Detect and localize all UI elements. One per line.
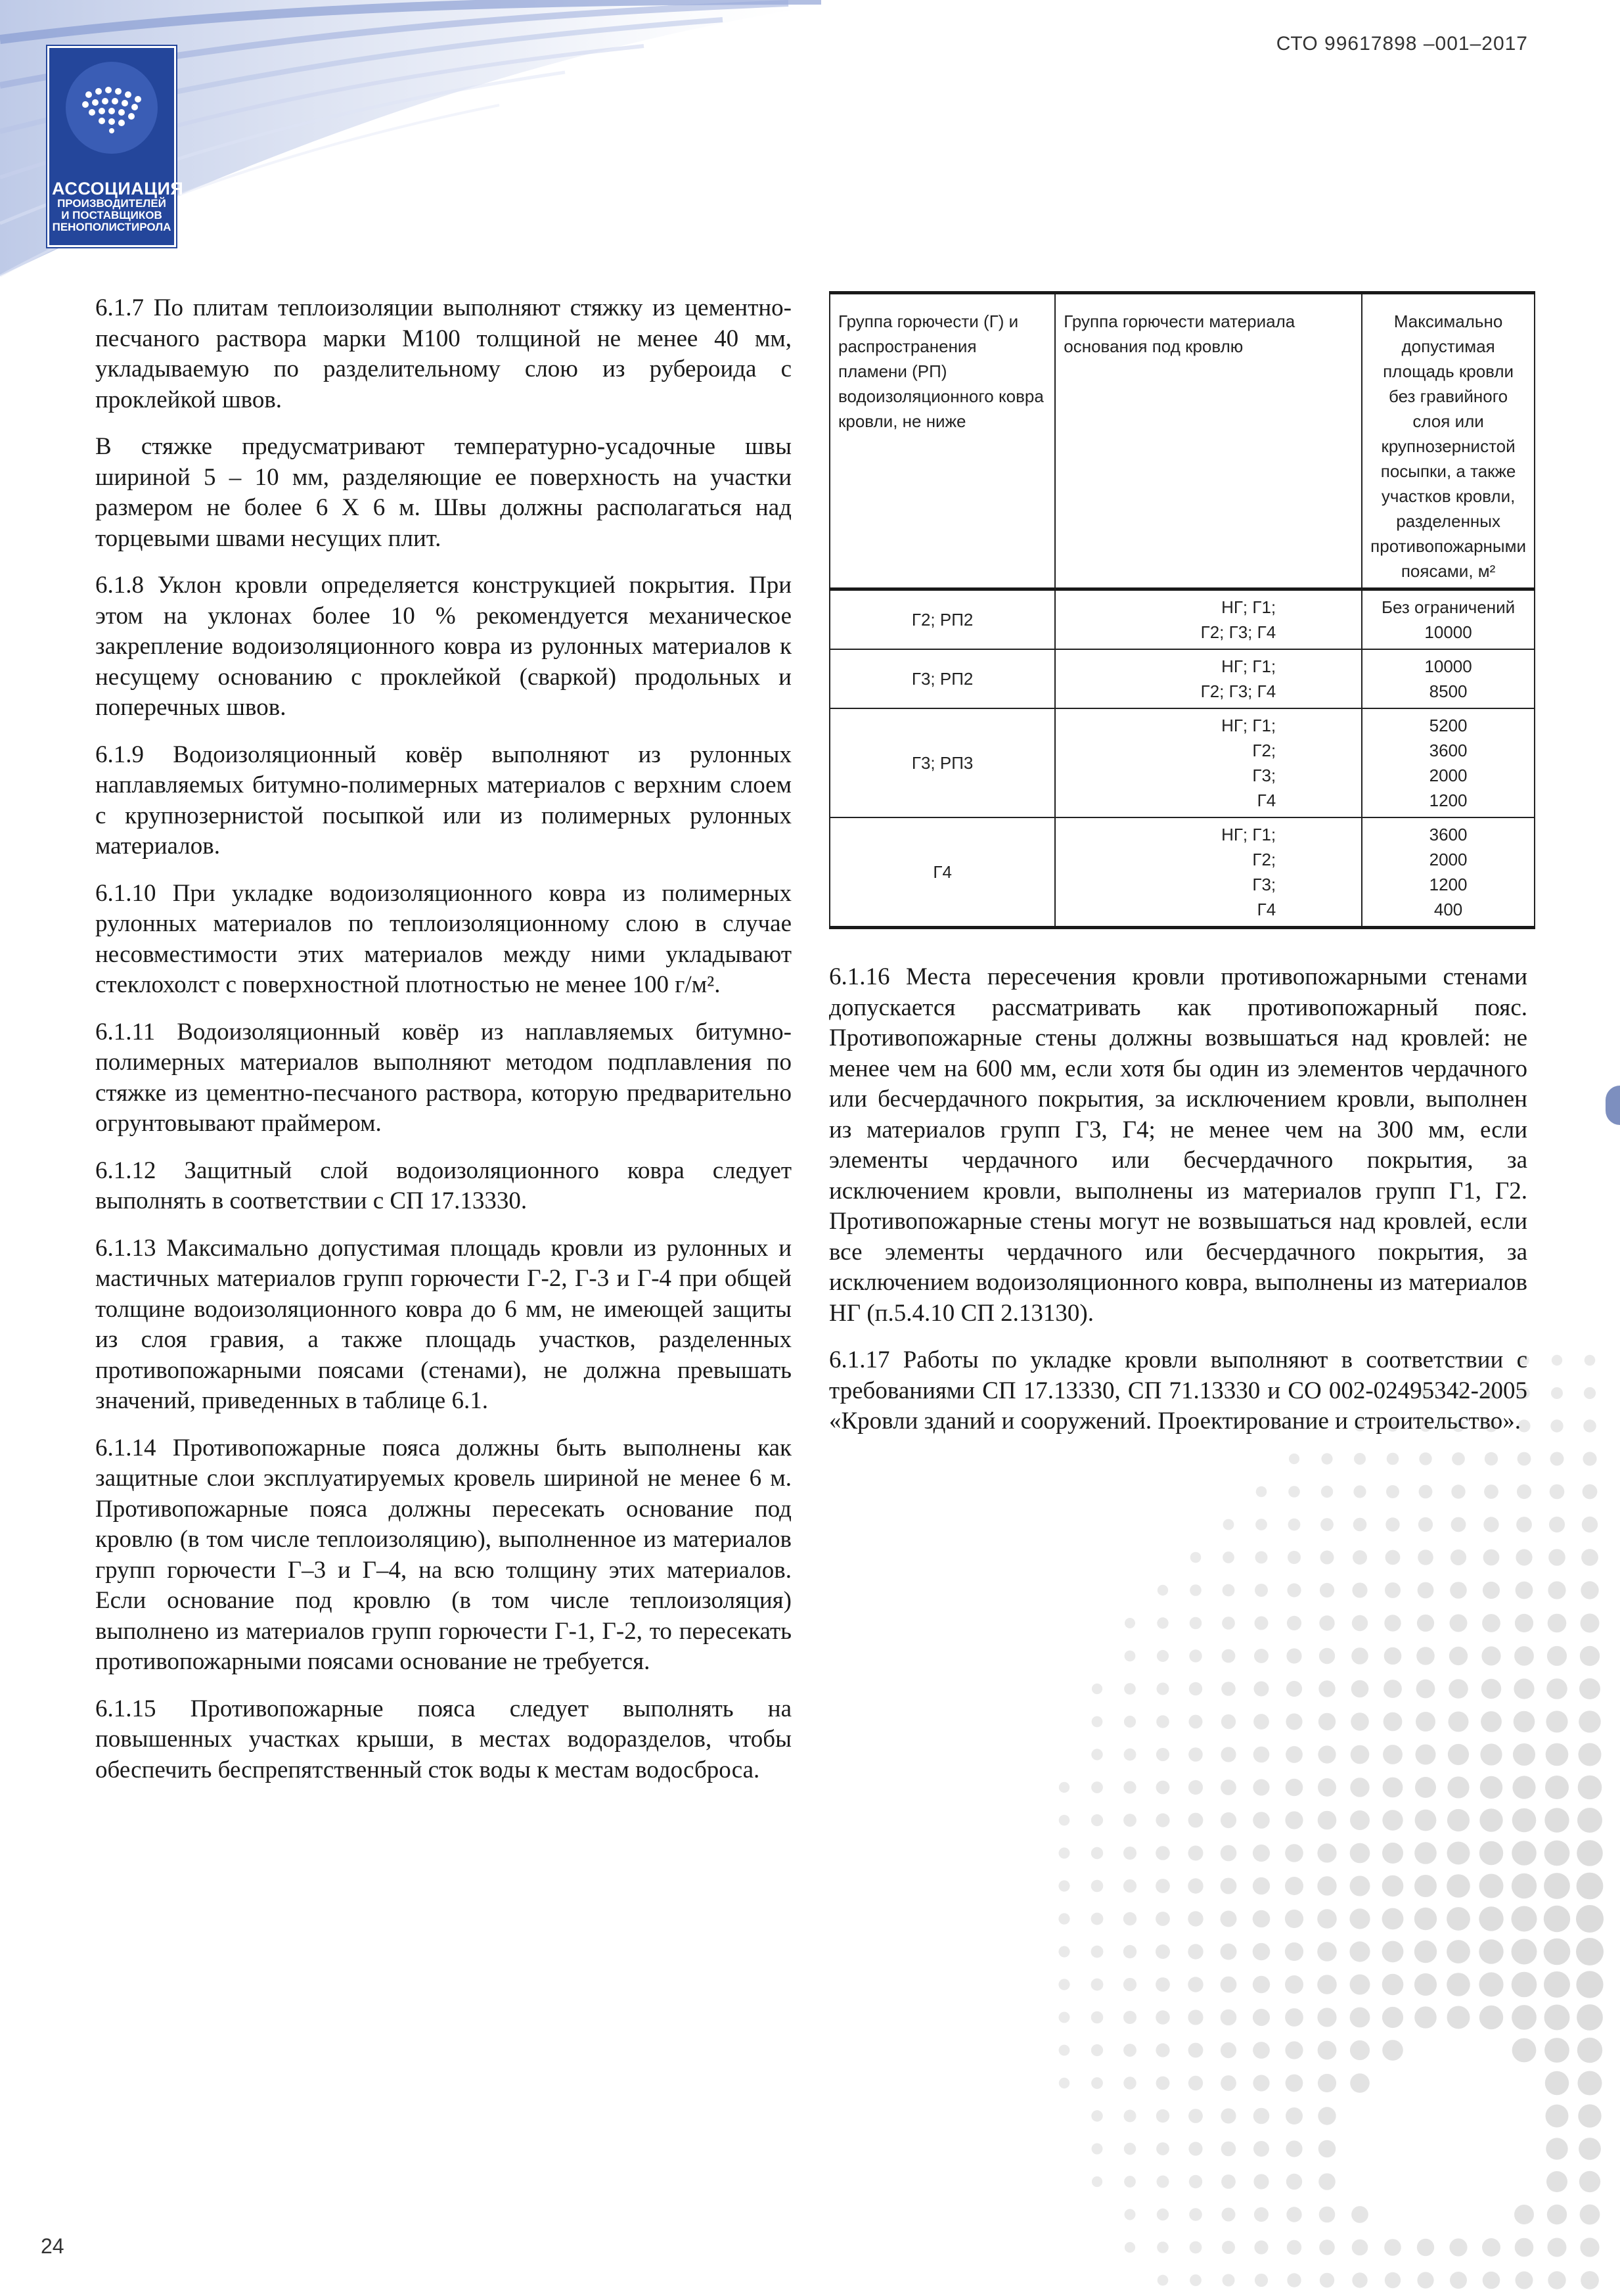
cell-area bbox=[1362, 589, 1535, 650]
cell-base-line: Г2; Г3; Г4 bbox=[1200, 681, 1276, 701]
cell-group: Г3; РП3 bbox=[830, 708, 1055, 817]
paragraph-shrinkage-joints: В стяжке предусматривают температурно-усадочные швы шириной 5 – 10 мм, разделяющие ее поверхность на участки размером не более 6 Х 6 м. Швы должны располагаться над торцевыми швами несущих плит. bbox=[95, 433, 792, 552]
page-number: 24 bbox=[41, 2234, 64, 2258]
cell-base-line: НГ; Г1; bbox=[1221, 656, 1276, 676]
paragraph-6-1-14: 6.1.14 Противопожарные пояса должны быть выполнены как защитные слои эксплуатируемых кровель шириной не менее 6 м. Противопожарные пояса должны пересекать основание под кровлю (в том числе теплоизоляцию), выполненное из материалов групп горючести Г–3 и Г–4, на всю толщину этих материалов. Если основание под кровлю (в том числе теплоизоляция) выполнено из материалов групп горючести Г-1, Г-2, то пересекать противопожарными поясами основание не требуется. bbox=[95, 1434, 792, 1675]
logo-line-2: ПРОИЗВОДИТЕЛЕЙ bbox=[57, 197, 166, 210]
paragraph-6-1-17: 6.1.17 Работы по укладке кровли выполняют в соответствии с требованиями СП 17.13330, СП 71.13330 и СО 002-02495342-2005 «Кровли зданий и сооружений. Проектирование и строительство». bbox=[829, 1346, 1527, 1435]
cell-base-line: Г2; bbox=[1252, 850, 1276, 869]
paragraph-6-1-13: 6.1.13 Максимально допустимая площадь кровли из рулонных и мастичных материалов групп горючести Г-2, Г-3 и Г-4 при общей толщине водоизоляционного ковра до 6 мм, не имеющей защиты из слоя гравия, а также площадь участков, разделенных противопожарными поясами (стенами), не должна превышать значений, приведенных в таблице 6.1. bbox=[95, 1234, 792, 1414]
cell-base-line: Г4 bbox=[1257, 791, 1276, 810]
paragraph-6-1-12: 6.1.12 Защитный слой водоизоляционного ковра следует выполнять в соответствии с СП 17.13330. bbox=[95, 1157, 792, 1214]
table-row bbox=[830, 817, 1535, 928]
association-logo bbox=[47, 46, 184, 247]
logo-line-1: АССОЦИАЦИЯ bbox=[52, 179, 184, 198]
table-body bbox=[830, 589, 1535, 928]
paragraph-6-1-8: 6.1.8 Уклон кровли определяется конструкцией покрытия. При этом на уклонах более 10 % рекомендуется механическое закрепление водоизоляционного ковра из рулонных материалов к несущему основанию с проклейкой (сваркой) продольных и поперечных швов. bbox=[95, 572, 792, 721]
cell-area-line: 2000 bbox=[1429, 850, 1468, 869]
paragraph-6-1-9: 6.1.9 Водоизоляционный ковёр выполняют из рулонных наплавляемых битумно-полимерных материалов с верхним слоем с крупнозернистой посыпкой или из полимерных рулонных материалов. bbox=[95, 741, 792, 860]
cell-base bbox=[1055, 708, 1362, 817]
cell-area-line: 400 bbox=[1433, 900, 1463, 919]
cell-area-line: 8500 bbox=[1429, 681, 1468, 701]
document-code: СТО 99617898 –001–2017 bbox=[1276, 33, 1528, 55]
paragraph-6-1-15: 6.1.15 Противопожарные пояса следует выполнять на повышенных участках крыши, в местах водоразделов, чтобы обеспечить беспрепятственный сток воды к местам водосброса. bbox=[95, 1695, 792, 1783]
cell-base-line: Г3; bbox=[1252, 766, 1276, 785]
cell-group: Г2; РП2 bbox=[830, 589, 1055, 650]
cell-area-line: Без ограничений bbox=[1381, 597, 1516, 617]
table-header-row bbox=[830, 293, 1535, 589]
paragraph-6-1-16: 6.1.16 Места пересечения кровли противопожарными стенами допускается рассматривать как противопожарный пояс. Противопожарные стены должны возвышаться над кровлей: не менее чем на 600 мм, если хотя бы один из элементов чердачного или бесчердачного покрытия, за исключением кровли, выполнен из материалов групп Г3, Г4; не менее чем на 300 мм, если элементы чердачного или бесчердачного покрытия, за исключением кровли, выполнены из материалов групп Г1, Г2. Противопожарные стены могут не возвышаться над кровлей, если все элементы чердачного или бесчердачного покрытия, за исключением водоизоляционного ковра, выполнены из материалов НГ (п.5.4.10 СП 2.13130). bbox=[829, 963, 1527, 1327]
cell-base bbox=[1055, 649, 1362, 708]
cell-area-line: 1200 bbox=[1429, 875, 1468, 894]
cell-area-line: 5200 bbox=[1429, 716, 1468, 735]
cell-area bbox=[1362, 708, 1535, 817]
cell-area bbox=[1362, 649, 1535, 708]
table-header-base: Группа горючести материала основания под кровлю bbox=[1055, 293, 1362, 589]
cell-group: Г3; РП2 bbox=[830, 649, 1055, 708]
cell-area-line: 2000 bbox=[1429, 766, 1468, 785]
cell-base-line: Г2; bbox=[1252, 741, 1276, 760]
right-text-column bbox=[829, 962, 1527, 1454]
side-tab-marker bbox=[1606, 1086, 1620, 1125]
cell-area bbox=[1362, 817, 1535, 928]
cell-base-line: НГ; Г1; bbox=[1221, 825, 1276, 844]
table-header-area: Максимально допустимая площадь кровли без гравийного слоя или крупнозернистой посыпки, а также участков кровли, разделенных противопожарными поясами, м² bbox=[1362, 293, 1535, 589]
table-row bbox=[830, 708, 1535, 817]
paragraph-6-1-10: 6.1.10 При укладке водоизоляционного ковра из полимерных рулонных материалов по теплоизоляционному слою в случае несовместимости этих материалов между ними укладывают стеклохолст с поверхностной плотностью не менее 100 г/м². bbox=[95, 879, 792, 998]
logo-line-3: И ПОСТАВЩИКОВ bbox=[61, 209, 162, 222]
cell-base-line: Г2; Г3; Г4 bbox=[1200, 622, 1276, 642]
cell-area-line: 10000 bbox=[1424, 656, 1472, 676]
paragraph-6-1-11: 6.1.11 Водоизоляционный ковёр из наплавляемых битумно-полимерных материалов выполняют методом подплавления по стяжке из цементно-песчаного раствора, которую предварительно огрунтовывают праймером. bbox=[95, 1018, 792, 1137]
cell-base bbox=[1055, 589, 1362, 650]
paragraph-6-1-7: 6.1.7 По плитам теплоизоляции выполняют стяжку из цементно-песчаного раствора марки М100 толщиной не менее 40 мм, укладываемую по разделительному слою из рубероида с проклейкой швов. bbox=[95, 294, 792, 413]
cell-area-line: 1200 bbox=[1429, 791, 1468, 810]
table-row bbox=[830, 649, 1535, 708]
table-row bbox=[830, 589, 1535, 650]
cell-group: Г4 bbox=[830, 817, 1055, 928]
globe-icon bbox=[62, 58, 161, 157]
cell-area-line: 3600 bbox=[1429, 825, 1468, 844]
cell-base bbox=[1055, 817, 1362, 928]
logo-line-4: ПЕНОПОЛИСТИРОЛА bbox=[52, 221, 171, 234]
cell-base-line: НГ; Г1; bbox=[1221, 597, 1276, 617]
cell-area-line: 3600 bbox=[1429, 741, 1468, 760]
table-header-group: Группа горючести (Г) и распространения пламени (РП) водоизоляционного ковра кровли, не ниже bbox=[830, 293, 1055, 589]
cell-area-line: 10000 bbox=[1424, 622, 1472, 642]
fire-area-table bbox=[829, 291, 1535, 929]
cell-base-line: Г3; bbox=[1252, 875, 1276, 894]
cell-base-line: НГ; Г1; bbox=[1221, 716, 1276, 735]
left-text-column bbox=[95, 293, 792, 1802]
logo-text bbox=[52, 179, 184, 234]
cell-base-line: Г4 bbox=[1257, 900, 1276, 919]
table-6-1 bbox=[829, 291, 1535, 929]
